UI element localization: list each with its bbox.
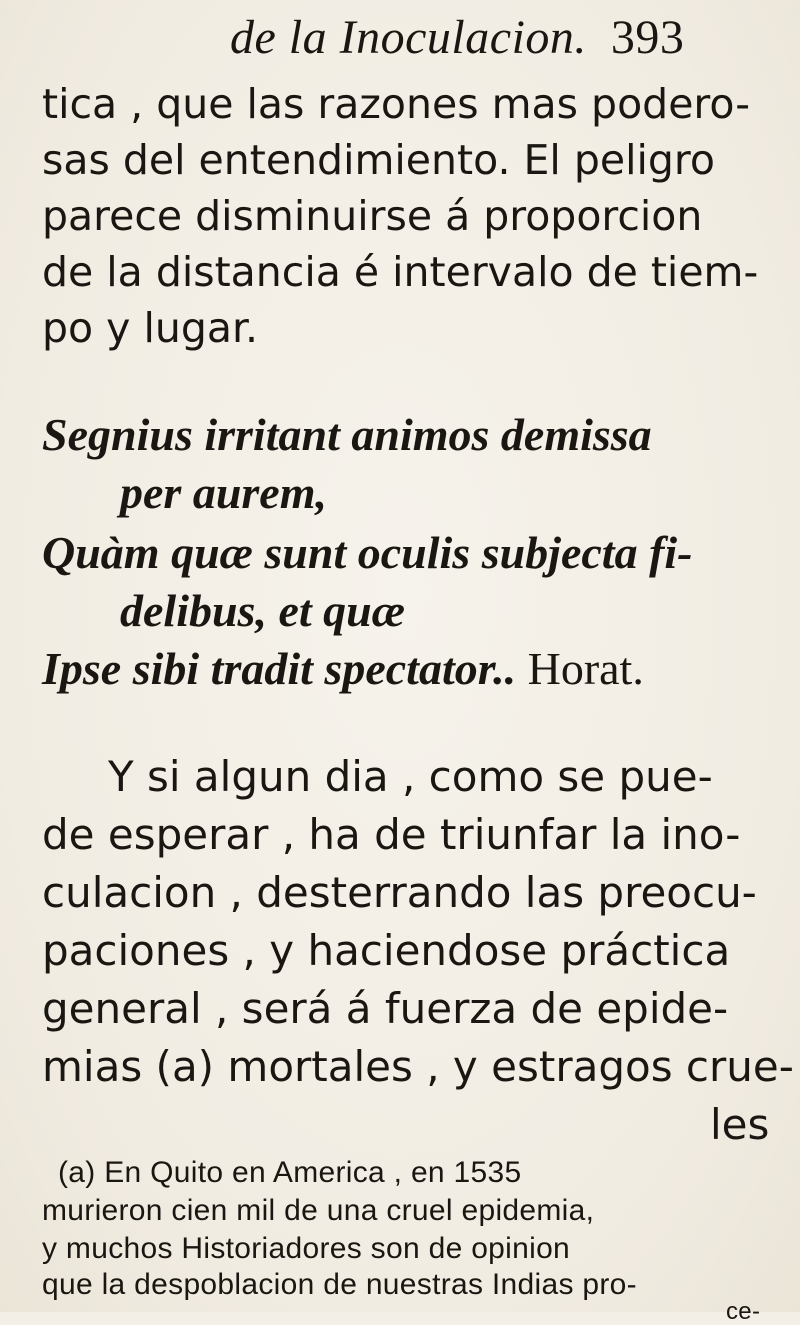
- text-line: de esperar , ha de triunfar la ino-: [42, 810, 741, 859]
- footnote-catchword: ce-: [726, 1298, 761, 1325]
- text-line: culacion , desterrando las preocu-: [42, 868, 757, 917]
- text-line: Y si algun dia , como se pue-: [108, 752, 713, 801]
- footnote-line: y muchos Historiadores son de opinion: [42, 1232, 571, 1265]
- quotation-line: per aurem,: [120, 467, 327, 518]
- page-number: 393: [610, 11, 685, 64]
- footnote-line: murieron cien mil de una cruel epidemia,: [42, 1194, 595, 1227]
- quotation-line: delibus, et quæ: [120, 585, 405, 636]
- quotation-text: Ipse sibi tradit spectator..: [42, 643, 517, 694]
- footnote-line: (a) En Quito en America , en 1535: [58, 1156, 522, 1189]
- running-header: [230, 11, 685, 64]
- catchword: les: [710, 1100, 770, 1149]
- text-line: sas del entendimiento. El peligro: [42, 136, 715, 184]
- quotation-line: Segnius irritant animos demissa: [42, 409, 652, 460]
- text-line: parece disminuirse á proporcion: [42, 192, 703, 240]
- text-line: mias (a) mortales , y estragos crue-: [42, 1042, 794, 1091]
- text-line: tica , que las razones mas podero-: [42, 80, 751, 128]
- quotation-line: Quàm quæ sunt oculis subjecta fi-: [42, 527, 693, 578]
- footnote-line: que la despoblacion de nuestras Indias pro-: [42, 1268, 637, 1301]
- quotation-attribution: Horat.: [527, 643, 644, 694]
- text-line: po y lugar.: [42, 304, 259, 352]
- quotation-line: [42, 643, 644, 694]
- text-line: general , será á fuerza de epide-: [42, 984, 729, 1033]
- text-line: paciones , y haciendose práctica: [42, 926, 731, 975]
- running-title: de la Inoculacion.: [230, 11, 587, 64]
- text-line: de la distancia é intervalo de tiem-: [42, 248, 759, 296]
